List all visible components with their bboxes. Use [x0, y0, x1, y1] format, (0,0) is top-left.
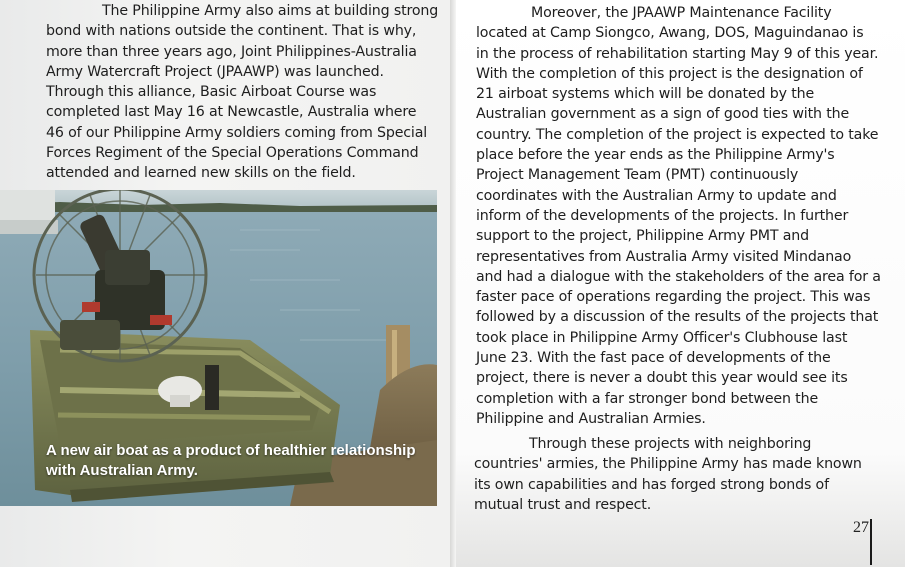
text-line: With the completion of this project is the designation of [476, 65, 863, 82]
text-line: project, there is never a doubt this year would see its [476, 370, 848, 387]
text-line: and had a dialogue with the stakeholders of the area for a [476, 268, 881, 285]
page-number: 27 [853, 519, 869, 536]
text-line: in the process of rehabilitation starting May 9 of this year. [476, 45, 879, 62]
text-line: Project Management Team (PMT) continuously [476, 167, 799, 184]
text-line: Philippine and Australian Armies. [476, 410, 706, 427]
text-line: coordinates with the Australian Army to update and [476, 187, 837, 204]
text-line: completion with a far stronger bond between the [476, 390, 819, 407]
text-line: its own capabilities and has forged strong bonds of [474, 476, 829, 493]
text-line: support to the project, Philippine Army PMT and [476, 228, 809, 245]
text-line: Moreover, the JPAAWP Maintenance Facility [531, 5, 832, 21]
text-line: attended and learned new skills on the field. [46, 165, 356, 182]
text-line: bond with nations outside the continent. That is why, [46, 23, 417, 40]
text-line: country. The completion of the project is expected to take [476, 126, 879, 143]
page-number-rule [870, 519, 872, 565]
text-line: representatives from Australia Army visited Mindanao [476, 248, 852, 265]
caption-line: A new air boat as a product of healthier relationship [46, 442, 416, 459]
text-line: took place in Philippine Army Officer's Clubhouse last [476, 329, 848, 346]
text-line: Army Watercraft Project (JPAAWP) was launched. [46, 63, 384, 80]
photo-caption [46, 441, 416, 481]
text-line: mutual trust and respect. [474, 496, 652, 513]
right-column-paragraph-1 [476, 3, 881, 429]
text-line: followed by a discussion of the results of the projects that [476, 309, 879, 326]
text-line: Australian government as a sign of good ties with the [476, 106, 850, 123]
text-line: 46 of our Philippine Army soldiers coming from Special [46, 124, 428, 141]
text-line: more than three years ago, Joint Philippines-Australia [46, 43, 417, 60]
text-line: place before the year ends as the Philippine Army's [476, 147, 835, 164]
text-line: faster pace of operations regarding the project. This was [476, 289, 871, 306]
text-line: countries' armies, the Philippine Army has made known [474, 456, 862, 473]
text-line: June 23. With the fast pace of developments of the [476, 350, 831, 367]
text-line: inform of the developments of the projects. In further [476, 207, 849, 224]
caption-line: with Australian Army. [46, 462, 198, 479]
right-column-paragraph-2 [474, 434, 862, 515]
text-line: The Philippine Army also aims at building strong [102, 3, 439, 19]
text-line: 21 airboat systems which will be donated by the [476, 86, 815, 103]
text-line: located at Camp Siongco, Awang, DOS, Maguindanao is [476, 25, 864, 42]
text-line: Through this alliance, Basic Airboat Course was [46, 84, 377, 101]
left-column-paragraph [46, 1, 438, 184]
text-line: Forces Regiment of the Special Operations Command [46, 145, 419, 162]
text-line: Through these projects with neighboring [529, 436, 812, 452]
text-line: completed last May 16 at Newcastle, Australia where [46, 104, 417, 121]
